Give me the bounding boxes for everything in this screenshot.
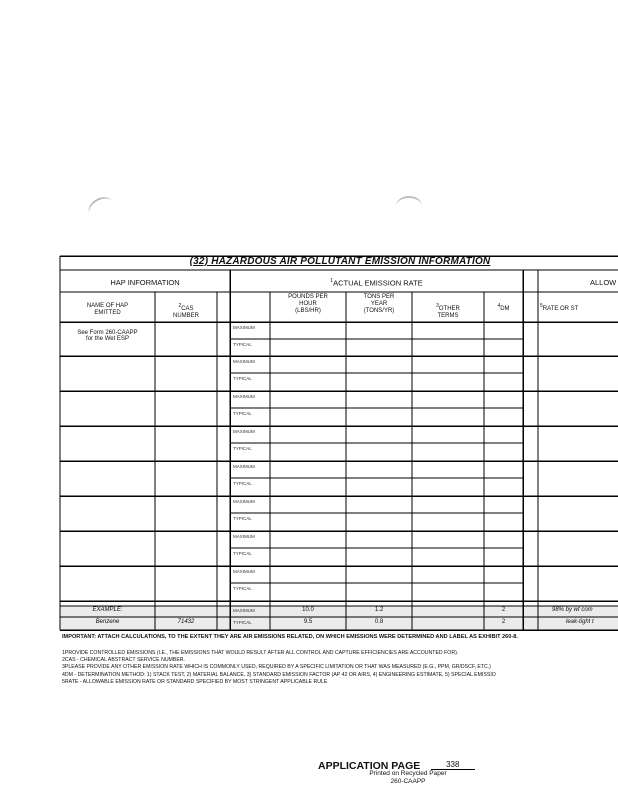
footnote-3: 3PLEASE PROVIDE ANY OTHER EMISSION RATE WHICH IS COMMONLY USED, REQUIRED BY A SPECIFIC LIMITATION OR THAT WAS MEASURED (E.G., PPM, GR/DSCF, ETC.) [62,664,491,671]
col-lbs-header: POUNDS PER HOUR (LBS/HR) [288,294,328,314]
row-label-maximum: MAXIMUM [233,569,255,574]
example-label: EXAMPLE: [92,607,123,613]
example-max-lbs: 10.0 [302,607,314,613]
form-section-title: (32) HAZARDOUS AIR POLLUTANT EMISSION INFORMATION [189,256,491,267]
col-cas-header: $^2$CAS NUMBER [172,303,199,319]
col-rate-header: $^5$RATE OR ST [540,303,579,312]
row-label-typical: TYPICAL [233,342,252,347]
form-id: 260-CAAPP [390,778,426,785]
col-dm-header: $^4$DM [497,303,510,312]
row-label-typical: TYPICAL [233,376,252,381]
row-label-maximum: MAXIMUM [233,499,255,504]
example-cas: 71432 [177,619,195,625]
footnote-2: 2CAS - CHEMICAL ABSTRACT SERVICE NUMBER. [62,657,185,664]
hap-info-header: HAP INFORMATION [110,278,180,287]
row-label-maximum: MAXIMUM [233,394,255,399]
footnotes [62,650,496,686]
row-label-typical: TYPICAL [233,516,252,521]
example-allowable-typ: leak-tight t [566,619,594,625]
col-name-header: NAME OF HAP EMITTED [86,303,129,316]
col-tons-header: TONS PER YEAR (TONS/YR) [363,294,395,314]
application-page-label: APPLICATION PAGE [318,760,421,772]
example-typ-dm: 2 [501,619,506,625]
first-hap-entry: See Form 260-CAAPP for the Wet ESP [77,330,138,342]
row-label-maximum: MAXIMUM [233,429,255,434]
page-number: 338 [431,760,475,770]
footnote-4: 4DM - DETERMINATION METHOD: 1) STACK TEST, 2) MATERIAL BALANCE, 3) STANDARD EMISSION FACTOR (AP 42 OR AIRS, 4) ENGINEERING ESTIMATE, 5) SPECIAL EMISSIO [62,671,496,678]
actual-emission-header: $^1$ACTUAL EMISSION RATE [330,278,423,288]
example-typ-lbs: 9.5 [303,619,313,625]
allowable-header: ALLOW [590,278,617,287]
row-label-typical: TYPICAL [233,481,252,486]
row-label-typical: TYPICAL [233,586,252,591]
row-label-typical: TYPICAL [233,411,252,416]
footnote-5: 5RATE - ALLOWABLE EMISSION RATE OR STANDARD SPECIFIED BY MOST STRINGENT APPLICABLE RULE [62,678,328,685]
example-row-label-maximum: MAXIMUM [233,608,255,613]
important-note: IMPORTANT: ATTACH CALCULATIONS, TO THE EXTENT THEY ARE AIR EMISSIONS RELATED, ON WHICH EMISSIONS WERE DETERMINED AND LABEL AS EXHIBIT 260-8. [62,634,518,640]
row-label-maximum: MAXIMUM [233,325,255,330]
example-max-tons: 1.2 [374,607,384,613]
row-label-typical: TYPICAL [233,446,252,451]
printed-note: Printed on Recycled Paper [369,770,447,777]
example-hap-name: Benzene [95,619,120,625]
example-max-dm: 2 [501,607,506,613]
example-typ-tons: 0.8 [374,619,384,625]
col-other-header: $^3$OTHER TERMS [436,303,460,319]
example-allowable-max: 98% by wt com [552,607,593,613]
footnote-1: 1PROVIDE CONTROLLED EMISSIONS (I.E., THE EMISSIONS THAT WOULD RESULT AFTER ALL CONTROL AND CAPTURE EFFICIENCIES ARE ACCOUNTED FOR). [62,650,459,656]
example-row-label-typical: TYPICAL [233,620,252,625]
row-label-maximum: MAXIMUM [233,359,255,364]
row-label-maximum: MAXIMUM [233,534,255,539]
row-label-maximum: MAXIMUM [233,464,255,469]
row-label-typical: TYPICAL [233,551,252,556]
